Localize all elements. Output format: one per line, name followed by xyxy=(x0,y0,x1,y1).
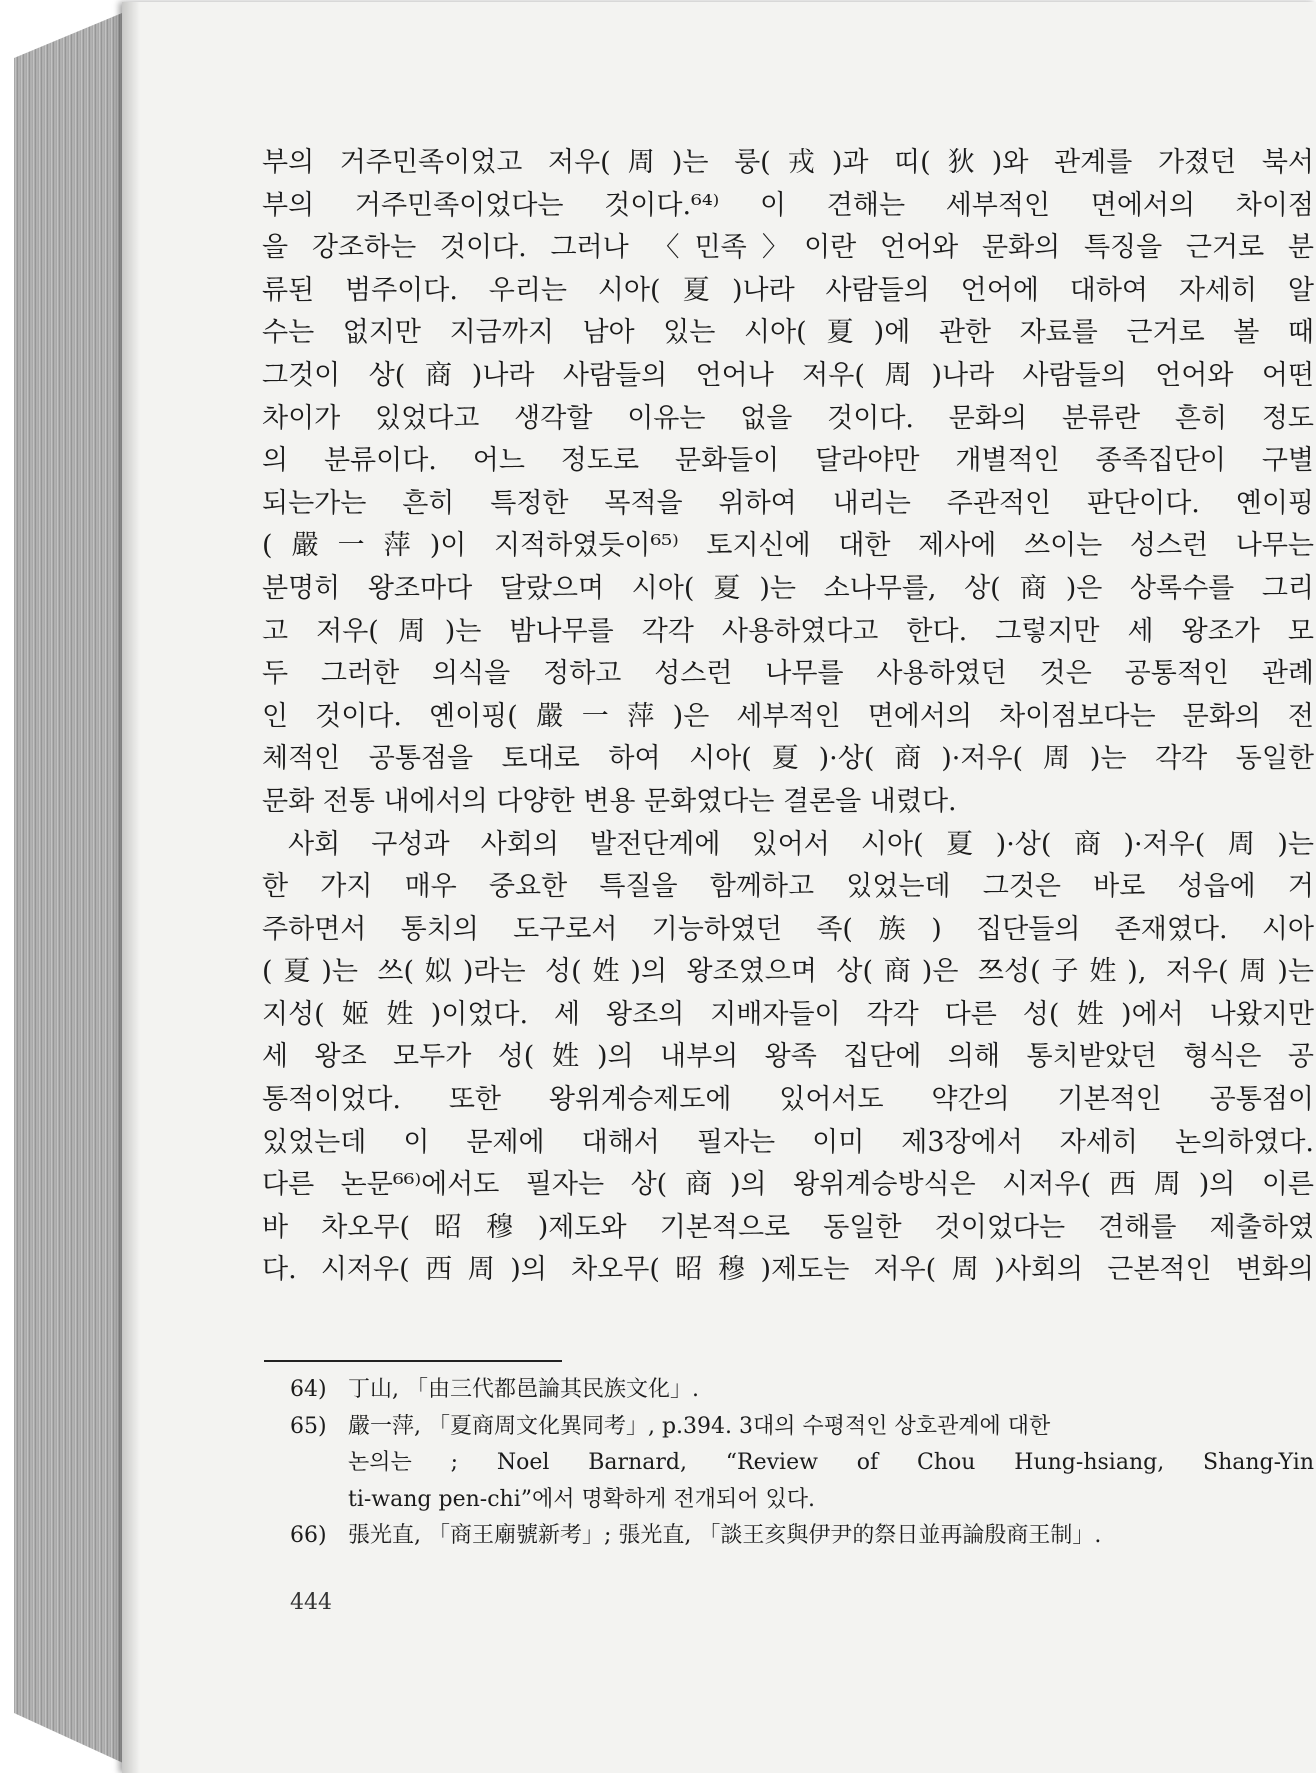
footnote-number: 65) xyxy=(290,1413,327,1439)
body-line: 분명히 왕조마다 달랐으며 시아(夏)는 소나무를, 상(商)은 상록수를 그리 xyxy=(262,572,1314,604)
body-line: 그것이 상(商)나라 사람들의 언어나 저우(周)나라 사람들의 언어와 어떤 xyxy=(262,359,1314,391)
body-line: 다. 시저우(西周)의 차오무(昭穆)제도는 저우(周)사회의 근본적인 변화의 xyxy=(262,1254,1314,1286)
footnote-text: 嚴一萍, 「夏商周文化異同考」, p.394. 3대의 수평적인 상호관계에 대한 xyxy=(348,1413,1051,1439)
footnote-65 xyxy=(290,1409,1314,1519)
body-line: 되는가는 흔히 특정한 목적을 위하여 내리는 주관적인 판단이다. 옌이핑 xyxy=(262,487,1314,519)
body-line: 수는 없지만 지금까지 남아 있는 시아(夏)에 관한 자료를 근거로 볼 때 xyxy=(262,317,1314,349)
footnote-text: 논의는 ; Noel Barnard, “Review of Chou Hung-hsiang, Shang-Yin xyxy=(348,1450,1314,1475)
body-line: 두 그러한 의식을 정하고 성스런 나무를 사용하였던 것은 공통적인 관례 xyxy=(262,658,1314,690)
footnote-text: 張光直, 「商王廟號新考」; 張光直, 「談王亥與伊尹的祭日並再論殷商王制」. xyxy=(348,1523,1102,1548)
body-line: 부의 거주민족이었다는 것이다.⁶⁴⁾ 이 견해는 세부적인 면에서의 차이점 xyxy=(262,189,1314,221)
body-line: (夏)는 쓰(姒)라는 성(姓)의 왕조였으며 상(商)은 쯔성(子姓), 저우(周)는 xyxy=(262,956,1314,988)
body-line: 의 분류이다. 어느 정도로 문화들이 달라야만 개별적인 종족집단이 구별 xyxy=(262,445,1314,477)
body-line: 주하면서 통치의 도구로서 기능하였던 족(族) 집단들의 존재였다. 시아 xyxy=(262,913,1314,945)
body-line: 을 강조하는 것이다. 그러나 〈민족〉이란 언어와 문화의 특징을 근거로 분 xyxy=(262,232,1314,264)
page-number: 444 xyxy=(290,1590,332,1615)
body-line: 한 가지 매우 중요한 특질을 함께하고 있었는데 그것은 바로 성읍에 거 xyxy=(262,871,1314,903)
body-line: 고 저우(周)는 밤나무를 각각 사용하였다고 한다. 그렇지만 세 왕조가 모 xyxy=(262,615,1314,647)
paragraph-start-line: 사회 구성과 사회의 발전단계에 있어서 시아(夏)·상(商)·저우(周)는 xyxy=(288,828,1314,860)
footnotes xyxy=(290,1372,1314,1555)
footnote-number: 64) xyxy=(290,1377,327,1402)
body-line: 차이가 있었다고 생각할 이유는 없을 것이다. 문화의 분류란 흔히 정도 xyxy=(262,402,1314,434)
body-line: 있었는데 이 문제에 대해서 필자는 이미 제3장에서 자세히 논의하였다. xyxy=(262,1126,1314,1158)
body-text xyxy=(262,142,1314,1292)
footnote-number: 66) xyxy=(290,1523,327,1548)
body-line: 지성(姬姓)이었다. 세 왕조의 지배자들이 각각 다른 성(姓)에서 나왔지만 xyxy=(262,998,1314,1030)
body-line: (嚴一萍)이 지적하였듯이⁶⁵⁾ 토지신에 대한 제사에 쓰이는 성스런 나무는 xyxy=(262,530,1314,562)
footnote-divider xyxy=(264,1360,562,1362)
body-line: 통적이었다. 또한 왕위계승제도에 있어서도 약간의 기본적인 공통점이 xyxy=(262,1084,1314,1116)
body-line: 체적인 공통점을 토대로 하여 시아(夏)·상(商)·저우(周)는 각각 동일한 xyxy=(262,743,1314,775)
book-page xyxy=(122,2,1316,1773)
footnote-66 xyxy=(290,1518,1314,1555)
body-line: 부의 거주민족이었고 저우(周)는 룽(戎)과 띠(狄)와 관계를 가졌던 북서 xyxy=(262,147,1314,178)
body-line: 류된 범주이다. 우리는 시아(夏)나라 사람들의 언어에 대하여 자세히 알 xyxy=(262,274,1314,306)
footnote-text: 丁山, 「由三代都邑論其民族文化」. xyxy=(348,1377,699,1402)
book-page-edges xyxy=(14,8,134,1768)
paragraph-end-line: 문화 전통 내에서의 다양한 변용 문화였다는 결론을 내렸다. xyxy=(262,785,957,817)
body-line: 다른 논문⁶⁶⁾에서도 필자는 상(商)의 왕위계승방식은 시저우(西周)의 이른 xyxy=(262,1169,1314,1201)
body-line: 인 것이다. 옌이핑(嚴一萍)은 세부적인 면에서의 차이점보다는 문화의 전 xyxy=(262,700,1314,732)
footnote-text: ti-wang pen-chi”에서 명확하게 전개되어 있다. xyxy=(348,1486,815,1512)
body-line: 바 차오무(昭穆)제도와 기본적으로 동일한 것이었다는 견해를 제출하였 xyxy=(262,1211,1314,1243)
footnote-64 xyxy=(290,1372,1314,1409)
body-line: 세 왕조 모두가 성(姓)의 내부의 왕족 집단에 의해 통치받았던 형식은 공 xyxy=(262,1041,1314,1073)
